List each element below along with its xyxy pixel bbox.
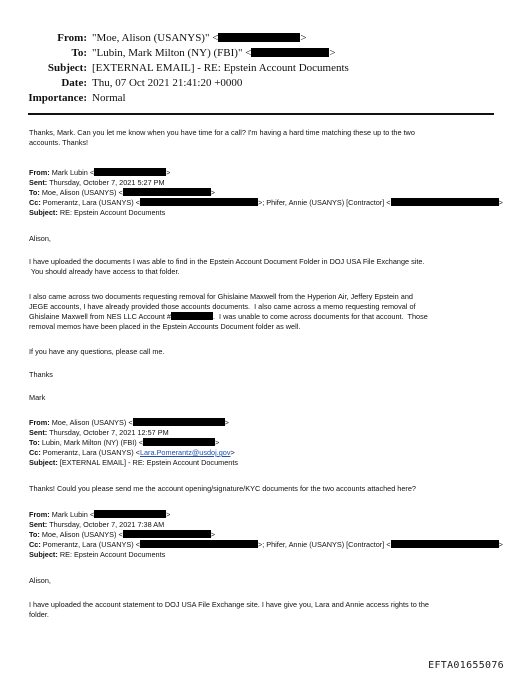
redaction-bar	[123, 188, 211, 196]
message-2-subject: Subject: RE: Epstein Account Documents	[29, 208, 166, 217]
header-importance-value: Normal	[92, 92, 126, 104]
message-2-to: To: Moe, Alison (USANYS) < >	[29, 188, 216, 197]
message-4-subject: Subject: RE: Epstein Account Documents	[29, 550, 166, 559]
message-4-cc: Cc: Pomerantz, Lara (USANYS) < >; Phifer, Annie (USANYS) [Contractor] < >	[29, 540, 503, 549]
message-4-sent: Sent: Thursday, October 7, 2021 7:38 AM	[29, 520, 165, 529]
message-1-body: Thanks, Mark. Can you let me know when you have time for a call? I'm having a hard time matching these up to the two	[29, 128, 415, 137]
message-2-from: From: Mark Lubin < >	[29, 168, 171, 177]
message-4-to: To: Moe, Alison (USANYS) < >	[29, 530, 216, 539]
redaction-bar	[123, 530, 211, 538]
message-3-cc: Cc: Pomerantz, Lara (USANYS) <Lara.Pomerantz@usdoj.gov>	[29, 448, 235, 457]
message-1-body-cont: accounts. Thanks!	[29, 138, 89, 147]
header-importance-row	[0, 90, 512, 106]
message-2-cc: Cc: Pomerantz, Lara (USANYS) < >; Phifer, Annie (USANYS) [Contractor] < >	[29, 198, 503, 207]
header-to-label: To:	[71, 47, 87, 59]
header-subject-label: Subject:	[47, 62, 87, 74]
message-2-greeting: Alison,	[29, 234, 51, 243]
message-4-greeting: Alison,	[29, 576, 51, 585]
header-date-label: Date:	[61, 77, 87, 89]
redaction-bar	[391, 540, 499, 548]
message-2-thanks: Thanks	[29, 370, 53, 379]
message-3	[29, 418, 499, 468]
message-4-from: From: Mark Lubin < >	[29, 510, 171, 519]
redaction-bar	[251, 48, 329, 57]
message-2-signature: Mark	[29, 393, 46, 402]
redaction-bar	[218, 33, 300, 42]
header-from-row: From: "Moe, Alison (USANYS)" < >	[0, 30, 512, 46]
header-to-value: "Lubin, Mark Milton (NY) (FBI)" <	[92, 47, 252, 59]
redaction-bar	[94, 168, 166, 176]
redaction-bar	[94, 510, 166, 518]
redaction-bar	[140, 198, 258, 206]
header-from-value: "Moe, Alison (USANYS)" <	[92, 32, 219, 44]
message-2-sent: Sent: Thursday, October 7, 2021 5:27 PM	[29, 178, 165, 187]
message-3-to: To: Lubin, Mark Milton (NY) (FBI) < >	[29, 438, 220, 447]
message-2-paragraph-1: I have uploaded the documents I was able to find in the Epstein Account Document Folder in DOJ USA File Exchange site. You should already have access to that folder.	[29, 257, 425, 276]
header-subject-value: [EXTERNAL EMAIL] - RE: Epstein Account Documents	[92, 62, 349, 74]
redaction-bar	[133, 418, 225, 426]
header-divider	[28, 113, 494, 115]
message-4-paragraph-1: I have uploaded the account statement to DOJ USA File Exchange site. I have give you, Lara and Annie access rights to the folder.	[29, 600, 429, 619]
message-3-subject: Subject: [EXTERNAL EMAIL] - RE: Epstein Account Documents	[29, 458, 238, 467]
header-subject-row	[0, 60, 512, 76]
message-2-paragraph-3: If you have any questions, please call me.	[29, 347, 165, 356]
header-date-row	[0, 75, 512, 91]
header-importance-label: Importance:	[28, 92, 87, 104]
header-to-row: To: "Lubin, Mark Milton (NY) (FBI)" < >	[0, 45, 512, 61]
message-1	[29, 128, 499, 148]
message-4	[29, 510, 503, 560]
message-2-paragraph-2: I also came across two documents requesting removal for Ghislaine Maxwell from the Hyperion Air, Jeffery Epstein and JEGE accounts, I have already provided those accounts documents. I also came across a memo requesting removal of Ghislaine Maxwell from NES LLC Account # . I was unable to come across documents for that account. Those removal memos have been placed in the Epstein Accounts Document folder as well.	[29, 292, 428, 331]
message-3-body: Thanks! Could you please send me the account opening/signature/KYC documents for the two accounts attached here?	[29, 484, 416, 493]
bates-number: EFTA01655076	[428, 660, 504, 671]
message-3-from: From: Moe, Alison (USANYS) < >	[29, 418, 229, 427]
redaction-bar	[171, 312, 213, 320]
message-2	[29, 168, 503, 218]
redaction-bar	[140, 540, 258, 548]
redaction-bar	[143, 438, 215, 446]
redaction-bar	[391, 198, 499, 206]
header-date-value: Thu, 07 Oct 2021 21:41:20 +0000	[92, 77, 243, 89]
header-from-label: From:	[57, 32, 87, 44]
cc-email-link[interactable]: Lara.Pomerantz@usdoj.gov	[139, 448, 231, 457]
message-3-sent: Sent: Thursday, October 7, 2021 12:57 PM	[29, 428, 169, 437]
